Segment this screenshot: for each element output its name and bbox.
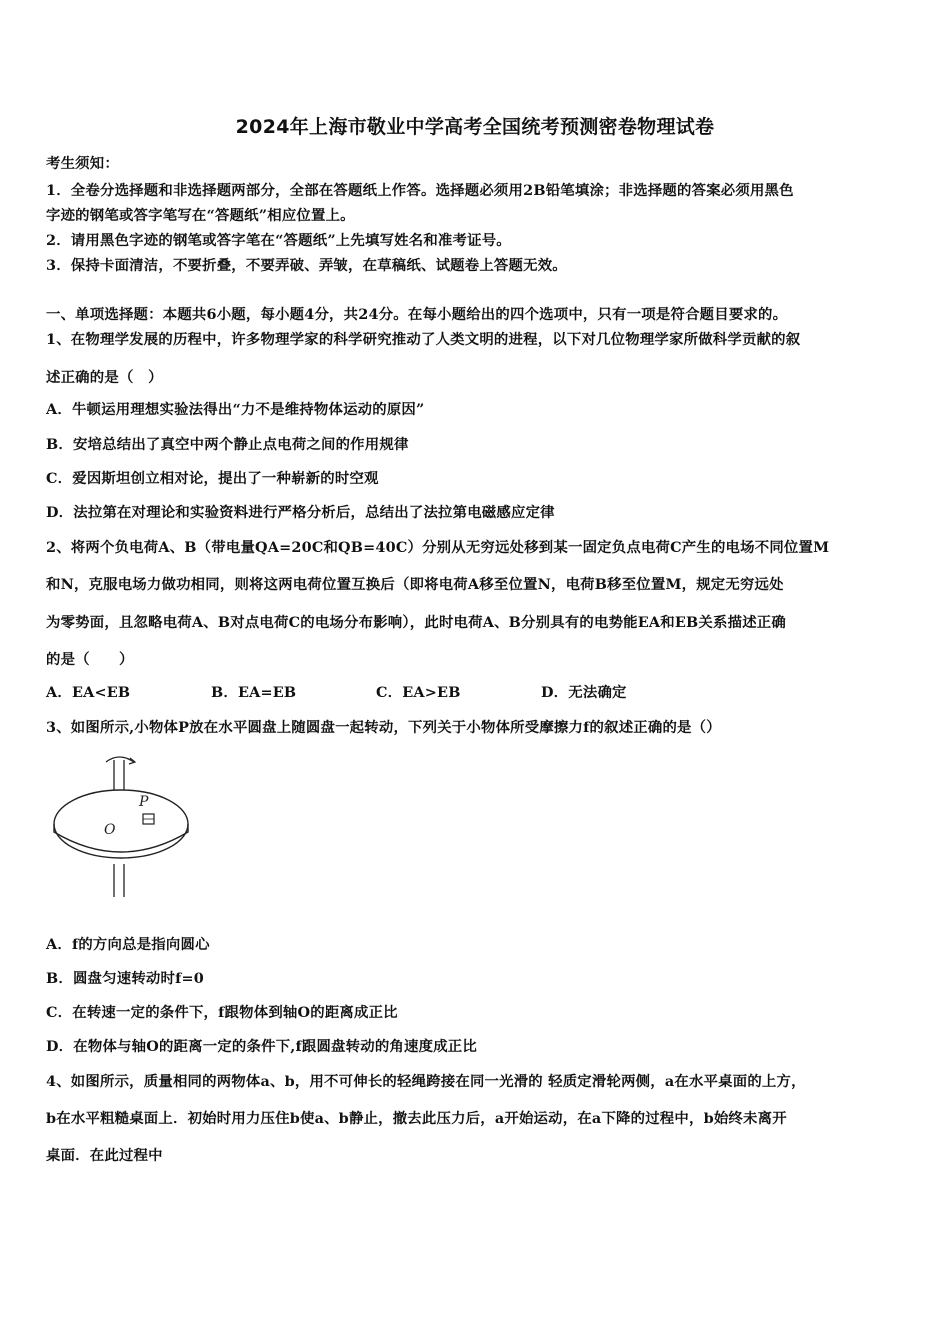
label-p: P xyxy=(139,794,149,810)
exam-title: 2024年上海市敬业中学高考全国统考预测密卷物理试卷 xyxy=(235,116,715,138)
q4-stem-b: b在水平粗糙桌面上．初始时用力压住b使a、b静止，撤去此压力后，a开始运动，在a下降的过程中，b始终未离开 xyxy=(46,1110,787,1127)
q3-option-c: C．在转速一定的条件下，f跟物体到轴O的距离成正比 xyxy=(46,1004,398,1021)
q2-option-d: D．无法确定 xyxy=(541,684,627,701)
q1-stem-a: 1、在物理学发展的历程中，许多物理学家的科学研究推动了人类文明的进程，以下对几位物理学家所做科学贡献的叙 xyxy=(46,331,801,348)
section-heading: 一、单项选择题：本题共6小题，每小题4分，共24分。在每小题给出的四个选项中，只有一项是符合题目要求的。 xyxy=(46,306,788,323)
notice-heading: 考生须知： xyxy=(46,155,119,172)
q2-stem-a: 2、将两个负电荷A、B（带电量QA=20C和QB=40C）分别从无穷远处移到某一固定负点电荷C产生的电场不同位置M xyxy=(46,539,830,556)
q1-option-a: A．牛顿运用理想实验法得出“力不是维持物体运动的原因” xyxy=(46,401,425,418)
disk-top xyxy=(54,790,188,858)
q2-stem-c: 为零势面，且忽略电荷A、B对点电荷C的电场分布影响），此时电荷A、B分别具有的电势能EA和EB关系描述正确 xyxy=(46,614,786,631)
q2-stem-b: 和N，克服电场力做功相同，则将这两电荷位置互换后（即将电荷A移至位置N，电荷B移至位置M，规定无穷远处 xyxy=(46,576,784,593)
q1-stem-b: 述正确的是（ ） xyxy=(46,369,163,386)
q4-stem-a: 4、如图所示，质量相同的两物体a、b，用不可伸长的轻绳跨接在同一光滑的 轻质定滑轮两侧，a在水平桌面的上方， xyxy=(46,1073,806,1090)
notice-item-1b: 字迹的钢笔或答字笔写在“答题纸”相应位置上。 xyxy=(46,207,355,224)
label-o: O xyxy=(104,822,116,838)
notice-item-2: 2．请用黑色字迹的钢笔或答字笔在“答题纸”上先填写姓名和准考证号。 xyxy=(46,232,511,249)
notice-item-1a: 1．全卷分选择题和非选择题两部分，全部在答题纸上作答。选择题必须用2B铅笔填涂；非选择题的答案必须用黑色 xyxy=(46,182,794,199)
notice-item-3: 3．保持卡面清洁，不要折叠，不要弄破、弄皱，在草稿纸、试题卷上答题无效。 xyxy=(46,257,567,274)
q2-options xyxy=(46,681,627,702)
q1-option-d: D．法拉第在对理论和实验资料进行严格分析后，总结出了法拉第电磁感应定律 xyxy=(46,504,555,521)
q2-option-b: B．EA=EB xyxy=(211,684,297,701)
rotating-disk-figure xyxy=(48,752,198,902)
q3-option-d: D．在物体与轴O的距离一定的条件下,f跟圆盘转动的角速度成正比 xyxy=(46,1038,477,1055)
rotation-arrow-icon xyxy=(106,757,134,762)
q2-stem-d: 的是（ ） xyxy=(46,651,134,668)
q3-stem: 3、如图所示,小物体P放在水平圆盘上随圆盘一起转动，下列关于小物体所受摩擦力f的叙述正确的是（） xyxy=(46,719,721,736)
q2-option-a: A．EA<EB xyxy=(46,684,131,701)
q2-option-c: C．EA>EB xyxy=(376,684,461,701)
q4-stem-c: 桌面．在此过程中 xyxy=(46,1147,163,1164)
q3-option-b: B．圆盘匀速转动时f=0 xyxy=(46,970,204,987)
q1-option-c: C．爱因斯坦创立相对论，提出了一种崭新的时空观 xyxy=(46,470,379,487)
q3-option-a: A．f的方向总是指向圆心 xyxy=(46,936,210,953)
q1-option-b: B．安培总结出了真空中两个静止点电荷之间的作用规律 xyxy=(46,436,409,453)
